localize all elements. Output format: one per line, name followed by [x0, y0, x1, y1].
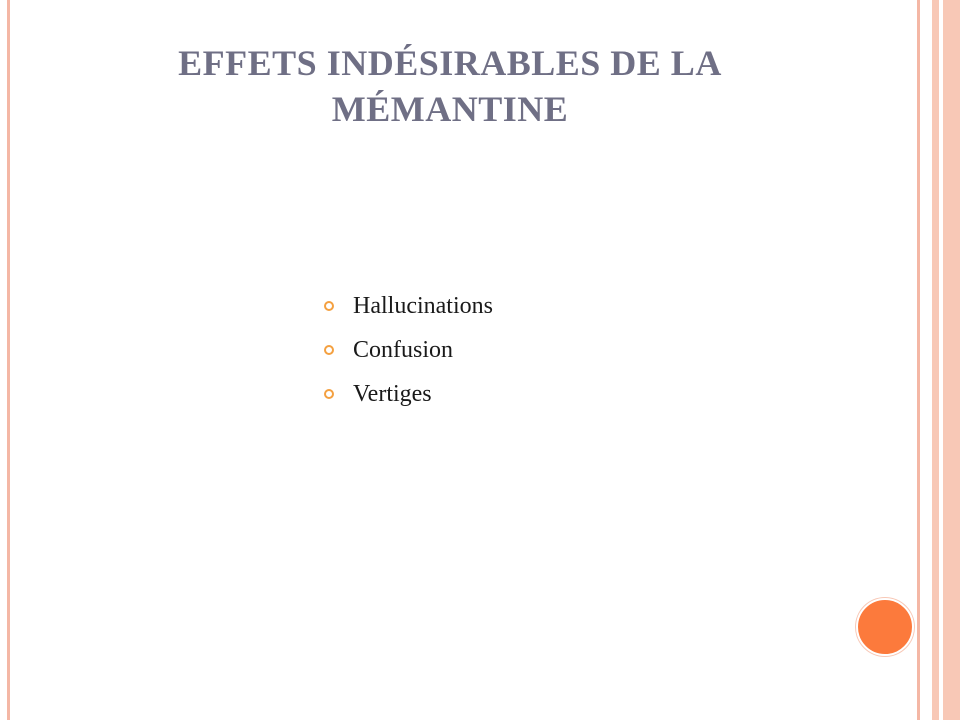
list-item: [324, 372, 493, 416]
accent-circle: [856, 598, 914, 656]
bullet-label: Confusion: [353, 336, 454, 363]
bullet-circle-icon: [324, 389, 334, 399]
list-item: [324, 284, 493, 328]
bullet-circle-icon: [324, 301, 334, 311]
stripe: [932, 0, 939, 720]
left-border-line: [7, 0, 10, 720]
bullet-label: Hallucinations: [353, 292, 493, 319]
bullet-circle-icon: [324, 345, 334, 355]
stripe: [920, 0, 932, 720]
right-decorative-stripes: [917, 0, 960, 720]
list-item: [324, 328, 493, 372]
slide-title: EFFETS INDÉSIRABLES DE LA MÉMANTINE: [178, 43, 722, 129]
stripe: [943, 0, 960, 720]
bullet-list: [324, 284, 493, 416]
bullet-label: Vertiges: [353, 380, 432, 407]
